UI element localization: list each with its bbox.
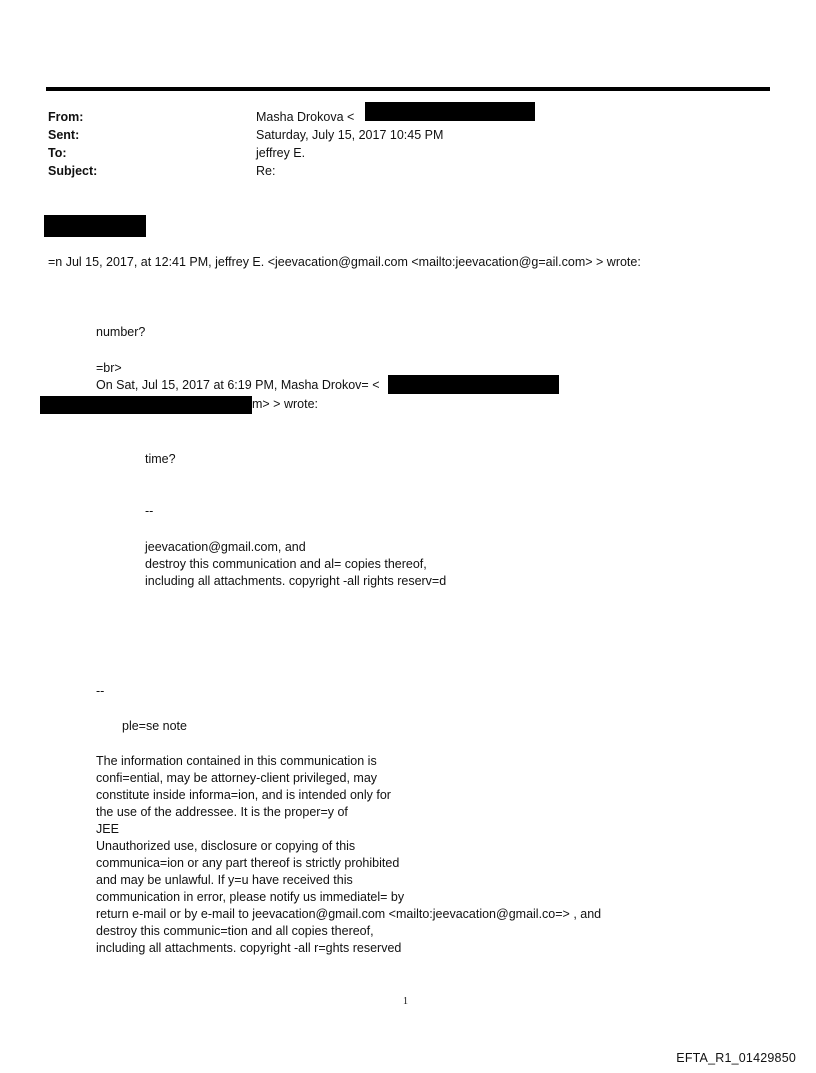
to-label: To:	[48, 146, 67, 160]
inner-sig-line: including all attachments. copyright -all rights reserv=d	[145, 574, 447, 588]
page-number: 1	[403, 996, 408, 1007]
quote-intro: =n Jul 15, 2017, at 12:41 PM, jeffrey E. <jeevacation@gmail.com <mailto:jeevacation@g=ail.com> > wrote:	[48, 255, 641, 269]
document-id: EFTA_R1_01429850	[676, 1051, 796, 1065]
disclaimer-line: communica=ion or any part thereof is strictly prohibited	[96, 856, 400, 870]
disclaimer-line: return e-mail or by e-mail to jeevacation@gmail.com <mailto:jeevacation@gmail.co=> , and	[96, 907, 602, 921]
wrote-tail: m> > wrote:	[252, 397, 318, 411]
disclaimer-line: JEE	[96, 822, 119, 836]
sent-label: Sent:	[48, 128, 80, 142]
disclaimer-line: confi=ential, may be attorney-client privileged, may	[96, 771, 378, 785]
inner-sig-line: destroy this communication and al= copies thereof,	[145, 557, 427, 571]
inner-sig-line: jeevacation@gmail.com, and	[145, 540, 306, 554]
disclaimer-line: Unauthorized use, disclosure or copying of this	[96, 839, 356, 853]
redaction-box	[365, 102, 535, 121]
subject-label: Subject:	[48, 164, 98, 178]
disclaimer-line: communication in error, please notify us immediatel= by	[96, 890, 405, 904]
redaction-box	[388, 375, 559, 394]
header-rule	[46, 87, 770, 91]
disclaimer-line: destroy this communic=tion and all copies thereof,	[96, 924, 374, 938]
redaction-box	[44, 215, 146, 237]
on-sat-line: On Sat, Jul 15, 2017 at 6:19 PM, Masha Drokov= <	[96, 378, 380, 392]
from-value: Masha Drokova <	[256, 110, 355, 124]
from-label: From:	[48, 110, 84, 124]
sent-value: Saturday, July 15, 2017 10:45 PM	[256, 128, 444, 142]
disclaimer-line: and may be unlawful. If y=u have received this	[96, 873, 353, 887]
number-line: number?	[96, 325, 146, 339]
redaction-box	[40, 396, 252, 414]
to-value: jeffrey E.	[256, 146, 306, 160]
disclaimer-line: including all attachments. copyright -all r=ghts reserved	[96, 941, 402, 955]
subject-value: Re:	[256, 164, 276, 178]
please-note-line: ple=se note	[122, 719, 187, 733]
disclaimer-line: the use of the addressee. It is the proper=y of	[96, 805, 348, 819]
time-line: time?	[145, 452, 176, 466]
disclaimer-line: The information contained in this communication is	[96, 754, 377, 768]
br-line: =br>	[96, 361, 122, 375]
dashes-line: --	[145, 504, 154, 518]
dashes-line: --	[96, 684, 105, 698]
disclaimer-line: constitute inside informa=ion, and is intended only for	[96, 788, 391, 802]
